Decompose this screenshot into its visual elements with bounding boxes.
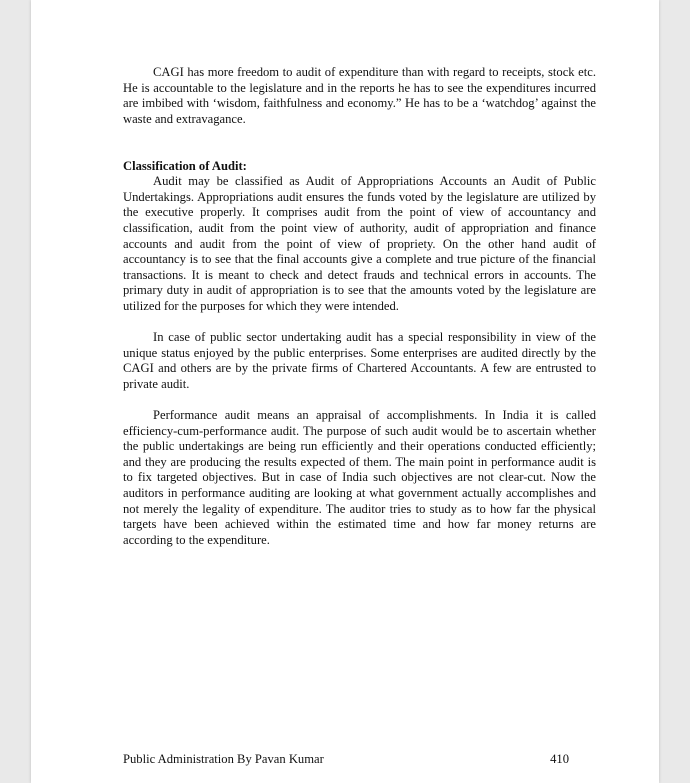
footer-title: Public Administration By Pavan Kumar bbox=[123, 752, 324, 766]
paragraph-classification: Audit may be classified as Audit of Appropriations Accounts an Audit of Public Undertakings. Appropriations audit ensures the funds voted by the legislature are utilized by the executive properly. It comprises audit from the point of view of accountancy and classification, audit from the point view of authority, audit of appropriation and finance accounts and audit from the point of view of propriety. On the other hand audit of accountancy is to see that the final accounts give a complete and true picture of the financial transactions. It is meant to check and detect frauds and technical errors in accounts. The primary duty in audit of appropriation is to see that the amounts voted by the legislature are utilized for the purposes for which they were intended. bbox=[123, 174, 596, 313]
paragraph-performance-audit: Performance audit means an appraisal of accomplishments. In India it is called efficiency-cum-performance audit. The purpose of such audit would be to ascertain whether the public undertakings are being run efficiently and their operations conducted efficiently; and they are producing the results expected of them. The main point in performance audit is to fix targeted objectives. But in case of India such objectives are not clear-cut. Now the auditors in performance auditing are looking at what government actually accomplishes and not merely the legality of expenditure. The auditor tries to study as to how far the physical targets have been achieved within the estimated time and how far money returns are according to the expenditure. bbox=[123, 408, 596, 547]
page-body bbox=[123, 65, 596, 548]
paragraph-public-sector: In case of public sector undertaking audit has a special responsibility in view of the unique status enjoyed by the public enterprises. Some enterprises are audited directly by the CAGI and others are by the private firms of Chartered Accountants. A few are entrusted to private audit. bbox=[123, 330, 596, 391]
section-heading: Classification of Audit: bbox=[123, 158, 247, 173]
paragraph-cagi-freedom: CAGI has more freedom to audit of expenditure than with regard to receipts, stock etc. He is accountable to the legislature and in the reports he has to see the expenditures incurred are imbibed with ‘wisdom, faithfulness and economy.” He has to be a ‘watchdog’ against the waste and extravagance. bbox=[123, 65, 596, 126]
page-number: 410 bbox=[550, 752, 569, 766]
document-page bbox=[31, 0, 659, 783]
